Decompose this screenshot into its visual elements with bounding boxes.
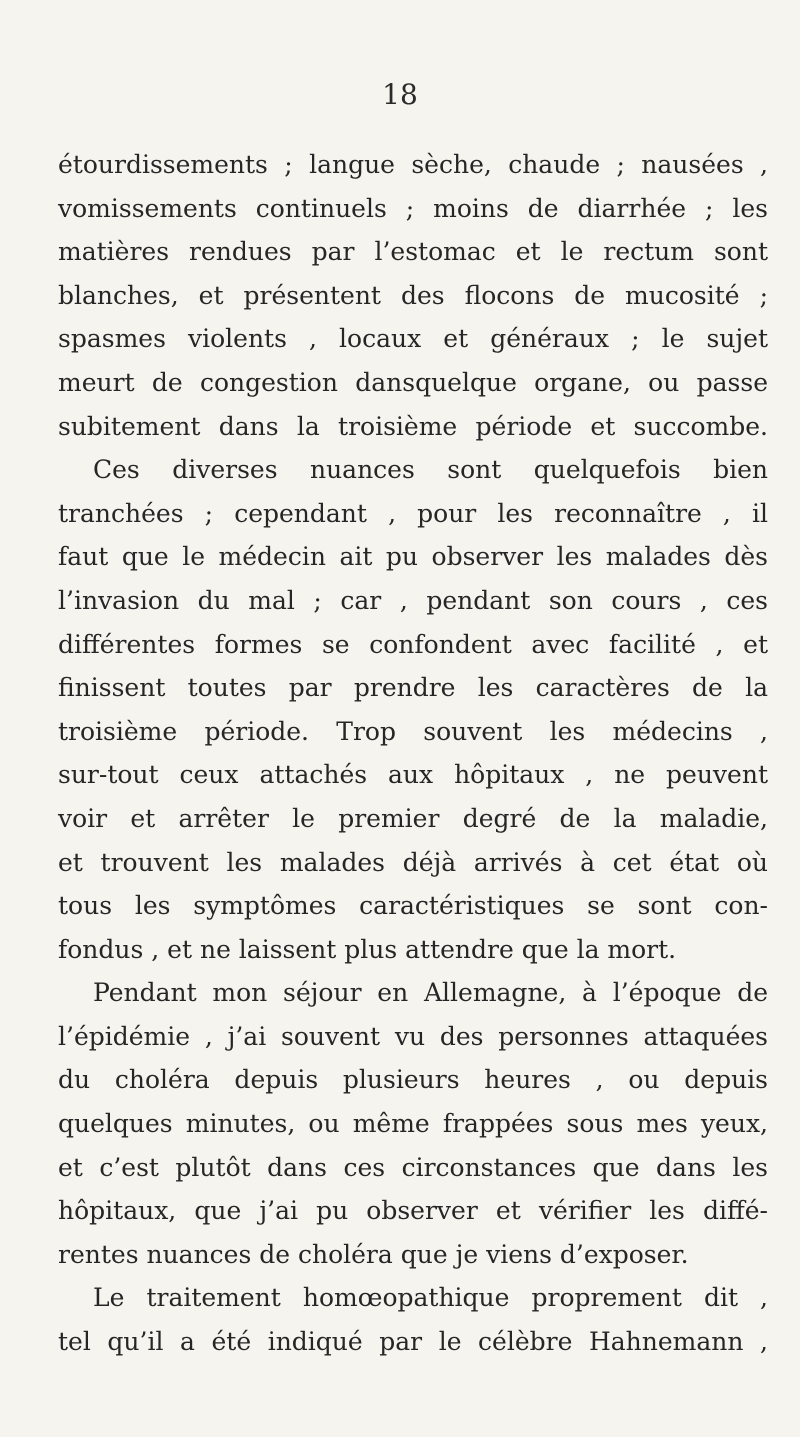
text-line: tranchées ; cependant , pour les reconnaître , il <box>58 498 768 528</box>
page-number: 18 <box>382 78 418 111</box>
text-line: matières rendues par l’estomac et le rectum sont <box>58 237 768 267</box>
text-line: différentes formes se confondent avec facilité , et <box>58 629 768 659</box>
text-line: subitement dans la troisième période et succombe. <box>58 411 768 441</box>
text-line: l’invasion du mal ; car , pendant son cours , ces <box>58 585 768 615</box>
text-line: du choléra depuis plusieurs heures , ou depuis <box>58 1065 768 1095</box>
text-line: voir et arrêter le premier degré de la maladie, <box>58 803 768 833</box>
text-line: vomissements continuels ; moins de diarrhée ; les <box>58 193 768 223</box>
text-line: quelques minutes, ou même frappées sous mes yeux, <box>58 1109 768 1139</box>
text-line: rentes nuances de choléra que je viens d’exposer. <box>58 1239 689 1269</box>
text-line: sur-tout ceux attachés aux hôpitaux , ne peuvent <box>58 760 768 790</box>
text-line: Le traitement homœopathique proprement dit , <box>93 1283 768 1313</box>
text-line: faut que le médecin ait pu observer les malades dès <box>58 542 768 572</box>
text-line: Ces diverses nuances sont quelquefois bien <box>93 455 768 485</box>
text-line: hôpitaux, que j’ai pu observer et vérifier les diffé- <box>58 1196 768 1226</box>
text-line: meurt de congestion dansquelque organe, ou passe <box>58 367 768 397</box>
text-line: blanches, et présentent des flocons de mucosité ; <box>58 280 768 310</box>
page-text-body <box>58 143 768 1364</box>
text-line: finissent toutes par prendre les caractères de la <box>58 673 768 703</box>
text-line: tous les symptômes caractéristiques se sont con- <box>58 891 768 921</box>
text-line: étourdissements ; langue sèche, chaude ; nausées , <box>58 150 768 179</box>
text-line: troisième période. Trop souvent les médecins , <box>58 716 768 746</box>
text-line: l’épidémie , j’ai souvent vu des personnes attaquées <box>58 1021 768 1051</box>
text-line: fondus , et ne laissent plus attendre que la mort. <box>58 934 677 964</box>
text-line: tel qu’il a été indiqué par le célèbre Hahnemann , <box>58 1327 768 1357</box>
text-line: spasmes violents , locaux et généraux ; le sujet <box>58 324 768 354</box>
text-line: et c’est plutôt dans ces circonstances que dans les <box>58 1152 768 1182</box>
text-line: et trouvent les malades déjà arrivés à cet état où <box>58 847 768 877</box>
text-line: Pendant mon séjour en Allemagne, à l’époque de <box>93 978 768 1008</box>
